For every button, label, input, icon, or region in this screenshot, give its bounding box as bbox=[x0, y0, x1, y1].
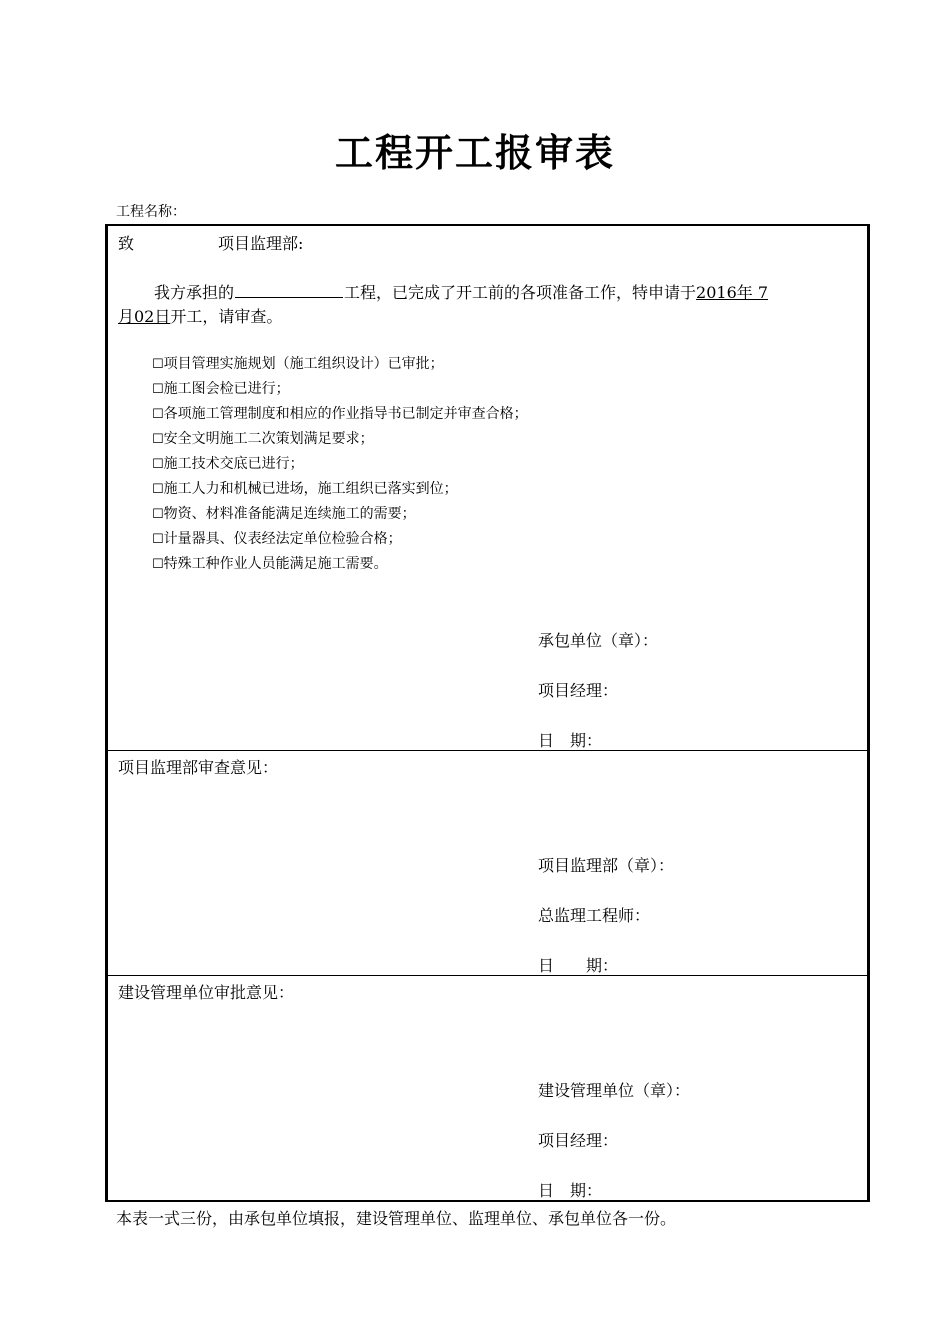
supervision-heading: 项目监理部审查意见： bbox=[118, 758, 279, 777]
page-title: 工程开工报审表 bbox=[334, 131, 615, 175]
project-name-blank[interactable] bbox=[235, 279, 343, 298]
owner-manager-label: 项目经理： bbox=[538, 1131, 619, 1150]
checklist-item[interactable]: ☐项目管理实施规划（施工组织设计）已审批； bbox=[152, 356, 444, 372]
checkbox-icon[interactable]: ☐ bbox=[152, 357, 164, 372]
to-department: 项目监理部: bbox=[218, 234, 304, 253]
start-date-part1: 2016年 7 bbox=[696, 283, 769, 302]
project-name-label: 工程名称： bbox=[116, 204, 186, 220]
checkbox-icon[interactable]: ☐ bbox=[152, 532, 164, 547]
application-body-line1 bbox=[154, 279, 768, 303]
checkbox-icon[interactable]: ☐ bbox=[152, 432, 164, 447]
checkbox-icon[interactable]: ☐ bbox=[152, 457, 164, 472]
supervision-review-section bbox=[108, 750, 867, 975]
supervision-date-label: 日 期： bbox=[538, 956, 619, 975]
body-text-1: 我方承担的 bbox=[154, 283, 235, 302]
owner-heading: 建设管理单位审批意见： bbox=[118, 983, 295, 1002]
footer-note: 本表一式三份，由承包单位填报，建设管理单位、监理单位、承包单位各一份。 bbox=[116, 1209, 677, 1228]
readiness-checklist bbox=[152, 352, 528, 577]
start-date-part2: 月02日 bbox=[118, 307, 171, 326]
to-prefix: 致 bbox=[118, 234, 135, 253]
owner-approval-section bbox=[108, 975, 867, 1201]
checkbox-icon[interactable]: ☐ bbox=[152, 557, 164, 572]
body-text-3: 开工，请审查。 bbox=[170, 307, 283, 326]
checklist-item[interactable]: ☐施工人力和机械已进场，施工组织已落实到位； bbox=[152, 481, 458, 497]
checklist-item[interactable]: ☐安全文明施工二次策划满足要求； bbox=[152, 431, 374, 447]
form-table bbox=[105, 224, 870, 1202]
application-section bbox=[108, 226, 867, 750]
checklist-item[interactable]: ☐特殊工种作业人员能满足施工需要。 bbox=[152, 556, 388, 572]
checklist-item[interactable]: ☐计量器具、仪表经法定单位检验合格； bbox=[152, 531, 402, 547]
contractor-seal-label: 承包单位（章）： bbox=[538, 631, 659, 650]
contractor-manager-label: 项目经理： bbox=[538, 681, 619, 700]
owner-seal-label: 建设管理单位（章）： bbox=[538, 1081, 691, 1100]
checklist-item[interactable]: ☐各项施工管理制度和相应的作业指导书已制定并审查合格； bbox=[152, 406, 528, 422]
checkbox-icon[interactable]: ☐ bbox=[152, 407, 164, 422]
checklist-item[interactable]: ☐物资、材料准备能满足连续施工的需要； bbox=[152, 506, 416, 522]
contractor-date-label: 日 期： bbox=[538, 731, 603, 750]
checkbox-icon[interactable]: ☐ bbox=[152, 482, 164, 497]
supervision-seal-label: 项目监理部（章）： bbox=[538, 856, 675, 875]
checkbox-icon[interactable]: ☐ bbox=[152, 507, 164, 522]
chief-engineer-label: 总监理工程师： bbox=[538, 906, 651, 925]
owner-date-label: 日 期： bbox=[538, 1181, 603, 1200]
body-text-2: 工程，已完成了开工前的各项准备工作，特申请于 bbox=[344, 283, 697, 302]
checklist-item[interactable]: ☐施工技术交底已进行； bbox=[152, 456, 304, 472]
checkbox-icon[interactable]: ☐ bbox=[152, 382, 164, 397]
checklist-item[interactable]: ☐施工图会检已进行； bbox=[152, 381, 290, 397]
application-body-line2 bbox=[118, 304, 282, 327]
